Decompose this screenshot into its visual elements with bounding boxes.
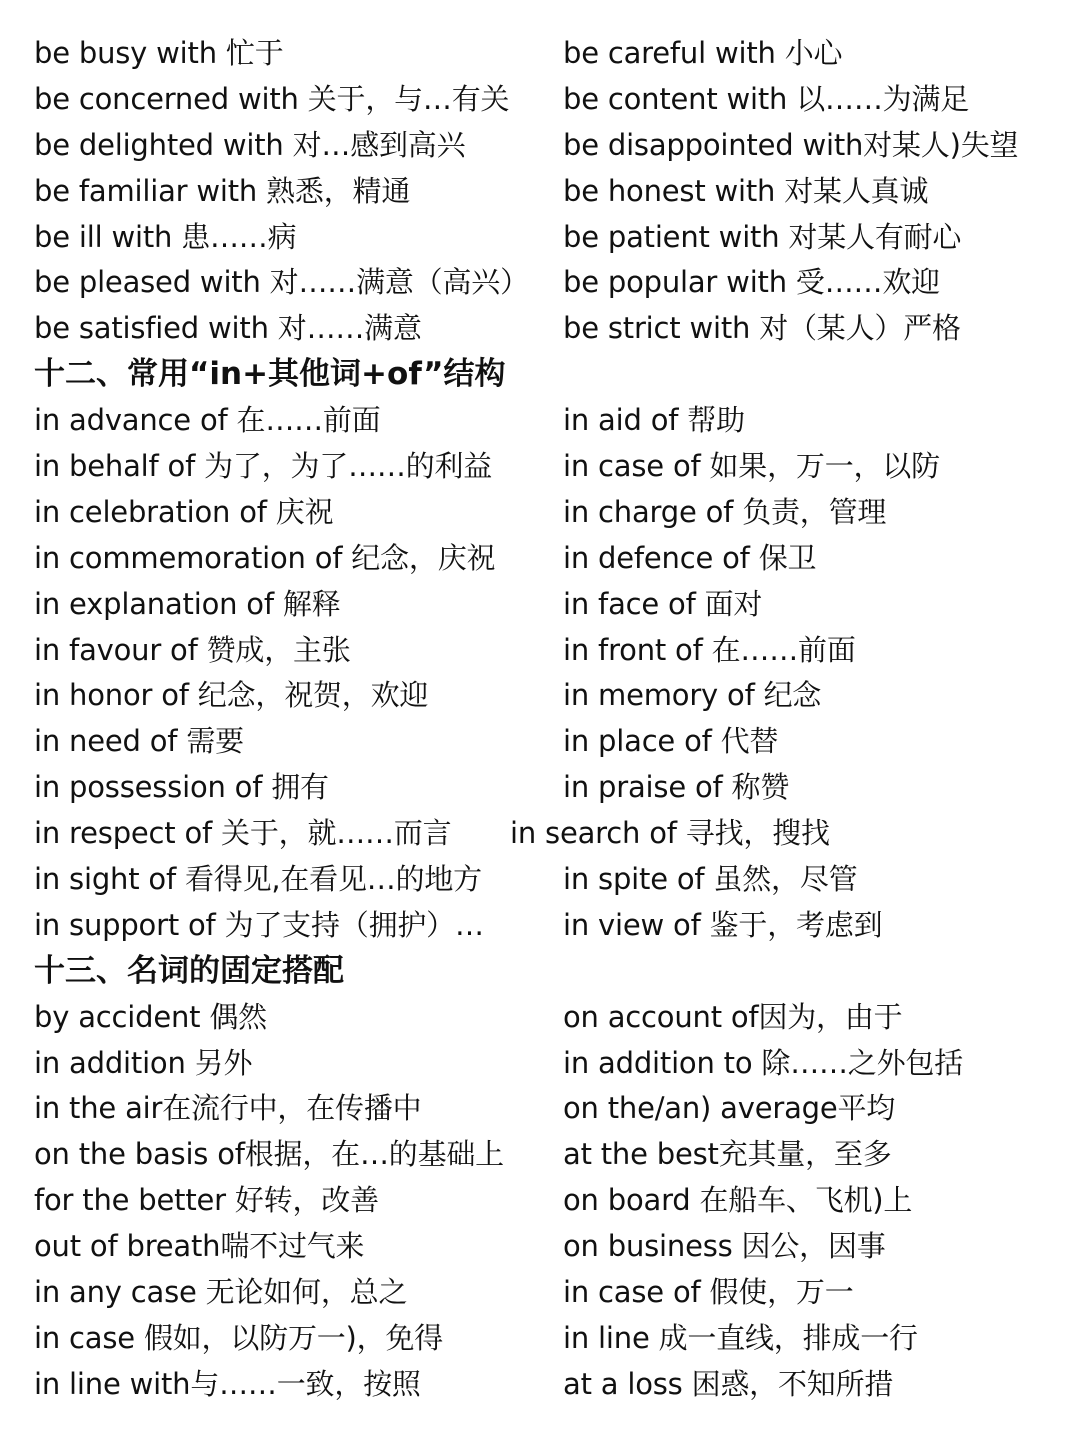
phrase-row <box>34 719 1074 765</box>
phrase-left: for the better 好转，改善 <box>34 1183 379 1218</box>
phrase-row <box>34 169 1074 215</box>
phrase-row <box>34 536 1074 582</box>
phrase-row <box>34 582 1074 628</box>
phrase-left: in celebration of 庆祝 <box>34 494 334 529</box>
section-heading: 十二、常用“in+其他词+of”结构 <box>34 356 506 393</box>
phrase-right: at the best充其量，至多 <box>563 1137 892 1172</box>
phrase-right: be content with 以……为满足 <box>563 81 970 116</box>
phrase-row <box>34 444 1074 490</box>
phrase-row <box>34 77 1074 123</box>
phrase-right: be popular with 受……欢迎 <box>563 265 940 300</box>
phrase-right: on board 在船车、飞机)上 <box>563 1183 913 1218</box>
phrase-right: at a loss 困惑，不知所措 <box>563 1366 894 1401</box>
phrase-right: be disappointed with对某人)失望 <box>563 127 1019 162</box>
phrase-right: be patient with 对某人有耐心 <box>563 219 962 254</box>
phrase-right: in line 成一直线，排成一行 <box>563 1320 918 1355</box>
phrase-left: in honor of 纪念，祝贺，欢迎 <box>34 678 429 713</box>
phrase-right: in view of 鉴于，考虑到 <box>563 907 883 942</box>
phrase-right: in case of 如果，万一，以防 <box>563 449 940 484</box>
phrase-right: in defence of 保卫 <box>563 540 817 575</box>
phrase-row <box>34 1316 1074 1362</box>
phrase-right: in face of 面对 <box>563 586 763 621</box>
phrase-right: in memory of 纪念 <box>563 678 822 713</box>
phrase-row <box>34 628 1074 674</box>
phrase-right: in charge of 负责，管理 <box>563 494 887 529</box>
phrase-right: on the/an) average平均 <box>563 1091 896 1126</box>
phrase-row <box>34 1132 1074 1178</box>
section-heading-row <box>34 949 1074 995</box>
phrase-left: be delighted with 对…感到高兴 <box>34 127 466 162</box>
phrase-left: by accident 偶然 <box>34 999 267 1034</box>
phrase-row <box>34 260 1074 306</box>
phrase-left: in explanation of 解释 <box>34 586 341 621</box>
phrase-row <box>34 31 1074 77</box>
phrase-right: be careful with 小心 <box>563 36 843 70</box>
phrase-left: on the basis of根据，在…的基础上 <box>34 1137 504 1172</box>
phrase-left: be ill with 患……病 <box>34 219 297 254</box>
phrase-right: on business 因公，因事 <box>563 1229 886 1264</box>
phrase-left: in advance of 在……前面 <box>34 403 381 438</box>
phrase-row <box>34 1362 1074 1408</box>
phrase-row <box>34 673 1074 719</box>
phrase-left: in respect of 关于，就……而言 <box>34 816 452 851</box>
phrase-row <box>34 811 1074 857</box>
phrase-right: in praise of 称赞 <box>563 770 790 805</box>
phrase-left: out of breath喘不过气来 <box>34 1229 365 1264</box>
phrase-right: in spite of 虽然，尽管 <box>563 862 858 897</box>
phrase-left: be pleased with 对……满意（高兴） <box>34 265 529 300</box>
phrase-row <box>34 995 1074 1041</box>
phrase-row <box>34 857 1074 903</box>
phrase-list-document <box>34 31 1074 1408</box>
phrase-row <box>34 490 1074 536</box>
phrase-left: in line with与……一致，按照 <box>34 1366 421 1401</box>
phrase-left: in possession of 拥有 <box>34 770 329 805</box>
phrase-left: in favour of 赞成，主张 <box>34 632 351 667</box>
phrase-left: in commemoration of 纪念，庆祝 <box>34 540 496 575</box>
phrase-row <box>34 1041 1074 1087</box>
section-heading-row <box>34 352 1074 398</box>
phrase-left: in behalf of 为了，为了……的利益 <box>34 449 493 484</box>
phrase-left: in support of 为了支持（拥护）… <box>34 907 484 942</box>
phrase-left: in sight of 看得见,在看见…的地方 <box>34 862 482 897</box>
phrase-row <box>34 903 1074 949</box>
phrase-row <box>34 765 1074 811</box>
phrase-row <box>34 306 1074 352</box>
phrase-right: in aid of 帮助 <box>563 403 745 438</box>
phrase-row <box>34 1086 1074 1132</box>
phrase-right: in front of 在……前面 <box>563 632 856 667</box>
phrase-right: in case of 假使，万一 <box>563 1275 854 1310</box>
phrase-row <box>34 398 1074 444</box>
phrase-left: be familiar with 熟悉，精通 <box>34 173 411 208</box>
phrase-right: in search of 寻找，搜找 <box>510 816 830 851</box>
phrase-right: be honest with 对某人真诚 <box>563 173 929 208</box>
phrase-row <box>34 1178 1074 1224</box>
phrase-row <box>34 215 1074 261</box>
phrase-left: in any case 无论如何，总之 <box>34 1275 408 1310</box>
phrase-row <box>34 123 1074 169</box>
phrase-left: in addition 另外 <box>34 1045 253 1080</box>
phrase-left: in the air在流行中，在传播中 <box>34 1091 422 1126</box>
phrase-left: be busy with 忙于 <box>34 36 284 70</box>
phrase-right: in place of 代替 <box>563 724 779 759</box>
phrase-left: be satisfied with 对……满意 <box>34 311 422 346</box>
phrase-row <box>34 1270 1074 1316</box>
phrase-right: be strict with 对（某人）严格 <box>563 311 961 346</box>
phrase-left: be concerned with 关于，与…有关 <box>34 81 510 116</box>
phrase-row <box>34 1224 1074 1270</box>
phrase-left: in case 假如，以防万一)，免得 <box>34 1320 444 1355</box>
phrase-right: in addition to 除……之外包括 <box>563 1045 964 1080</box>
section-heading: 十三、名词的固定搭配 <box>34 952 344 989</box>
phrase-right: on account of因为，由于 <box>563 999 903 1034</box>
phrase-left: in need of 需要 <box>34 724 244 759</box>
